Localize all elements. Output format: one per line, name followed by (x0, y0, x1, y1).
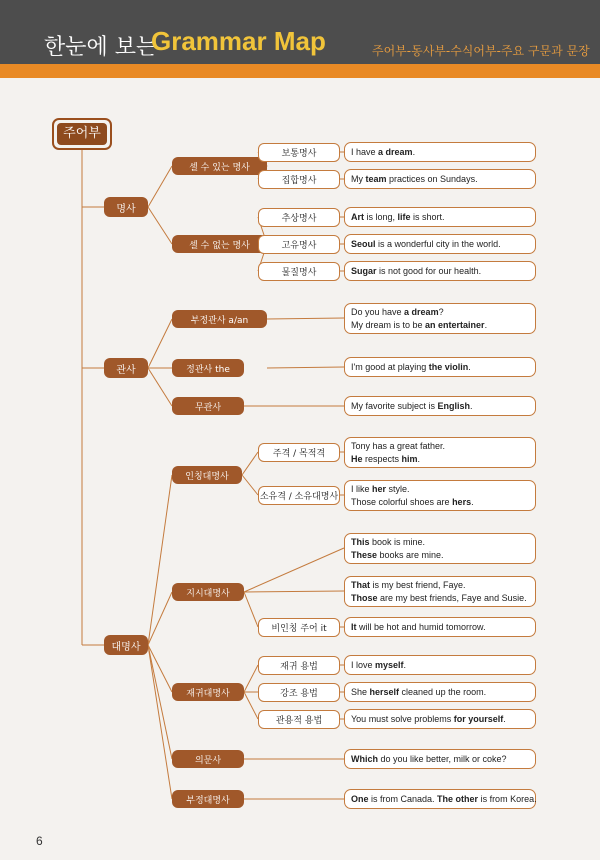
sub-definite-article: 정관사 the (172, 359, 244, 377)
example-line: Do you have a dream? (351, 306, 444, 317)
highlighted-word: Those (351, 592, 378, 603)
highlighted-word: the violin (428, 361, 469, 372)
subtitle: 주어부-동사부-수식어부-주요 구문과 문장 (372, 44, 590, 58)
highlighted-word: an entertainer (425, 319, 485, 330)
category-noun: 명사 (104, 197, 148, 217)
highlighted-word: a dream (404, 306, 439, 317)
example-line: This book is mine. (351, 536, 426, 547)
highlighted-word: hers (452, 496, 472, 507)
highlighted-word: her (372, 483, 387, 494)
type-impersonal-it: 비인칭 주어 it (258, 618, 340, 637)
example-line: Tony has a great father. (351, 440, 446, 451)
highlighted-word: life (397, 211, 411, 222)
sub-reflexive: 재귀대명사 (172, 683, 244, 701)
type-common-noun: 보통명사 (258, 143, 340, 162)
example-line: Art is long, life is short. (351, 211, 445, 222)
example-line: I'm good at playing the violin. (351, 361, 471, 372)
highlighted-word: Seoul (351, 238, 376, 249)
type-abstract-noun: 추상명사 (258, 208, 340, 227)
category-article: 관사 (104, 358, 148, 378)
example-line: Sugar is not good for our health. (351, 265, 482, 276)
example-impersonal-it (344, 617, 536, 637)
type-emphatic-use: 강조 용법 (258, 683, 340, 702)
example-demonstrative-this (344, 533, 536, 564)
example-line: These books are mine. (351, 549, 444, 560)
highlighted-word: He (351, 453, 363, 464)
highlighted-word: It (351, 621, 357, 632)
highlighted-word: myself (375, 659, 404, 670)
type-collective-noun: 집합명사 (258, 170, 340, 189)
example-emphatic-use (344, 682, 536, 702)
sub-demonstrative: 지시대명사 (172, 583, 244, 601)
type-possessive: 소유격 / 소유대명사 (258, 486, 340, 505)
example-line: It will be hot and humid tomorrow. (351, 621, 486, 632)
example-line: My favorite subject is English. (351, 400, 473, 411)
title-english: Grammar Map (151, 26, 326, 56)
type-subject-object: 주격 / 목적격 (258, 443, 340, 462)
highlighted-word: English (437, 400, 471, 411)
highlighted-word: Sugar (351, 265, 377, 276)
sub-indefinite-pronoun: 부정대명사 (172, 790, 244, 808)
category-pronoun: 대명사 (104, 635, 148, 655)
highlighted-word: for yourself (453, 713, 504, 724)
example-line: Seoul is a wonderful city in the world. (351, 238, 501, 249)
sub-interrogative: 의문사 (172, 750, 244, 768)
highlighted-word: him (401, 453, 418, 464)
example-common-noun (344, 142, 536, 162)
example-no-article (344, 396, 536, 416)
example-line: That is my best friend, Faye. (351, 579, 466, 590)
title-korean: 한눈에 보는 (44, 35, 158, 60)
highlighted-word: That (351, 579, 370, 590)
example-line: He respects him. (351, 453, 421, 464)
type-idiomatic-use: 관용적 용법 (258, 710, 340, 729)
highlighted-word: a dream (378, 146, 413, 157)
example-line: One is from Canada. The other is from Korea. (351, 793, 537, 804)
highlighted-word: Art (351, 211, 364, 222)
sub-personal-pronoun: 인칭대명사 (172, 466, 242, 484)
example-line: Those colorful shoes are hers. (351, 496, 474, 507)
example-line: Which do you like better, milk or coke? (351, 753, 507, 764)
example-idiomatic-use (344, 709, 536, 729)
example-line: She herself cleaned up the room. (351, 686, 487, 697)
sub-countable: 셀 수 있는 명사 (172, 157, 267, 175)
example-material-noun (344, 261, 536, 281)
type-material-noun: 물질명사 (258, 262, 340, 281)
example-possessive (344, 480, 536, 511)
example-interrogative (344, 749, 536, 769)
example-demonstrative-that (344, 576, 536, 607)
highlighted-word: team (365, 173, 387, 184)
type-proper-noun: 고유명사 (258, 235, 340, 254)
example-collective-noun (344, 169, 536, 189)
example-proper-noun (344, 234, 536, 254)
example-indefinite-article (344, 303, 536, 334)
highlighted-word: The other (437, 793, 479, 804)
example-abstract-noun (344, 207, 536, 227)
page-number: 6 (36, 834, 43, 848)
root-label: 주어부 (57, 123, 107, 145)
example-definite-article (344, 357, 536, 377)
highlighted-word: One (351, 793, 369, 804)
example-line: I have a dream. (351, 146, 416, 157)
sub-uncountable: 셀 수 없는 명사 (172, 235, 267, 253)
example-line: Those are my best friends, Faye and Susie. (351, 592, 527, 603)
root-node-subject (52, 118, 112, 150)
example-line: You must solve problems for yourself. (351, 713, 506, 724)
example-line: I like her style. (351, 483, 410, 494)
highlighted-word: This (351, 536, 370, 547)
sub-indefinite-article: 부정관사 a/an (172, 310, 267, 328)
example-reflexive-use (344, 655, 536, 675)
example-subject-object (344, 437, 536, 468)
example-line: I love myself. (351, 659, 407, 670)
highlighted-word: Which (351, 753, 378, 764)
example-line: My dream is to be an entertainer. (351, 319, 488, 330)
example-line: My team practices on Sundays. (351, 173, 478, 184)
sub-no-article: 무관사 (172, 397, 244, 415)
type-reflexive-use: 재귀 용법 (258, 656, 340, 675)
example-indefinite-pronoun (344, 789, 536, 809)
highlighted-word: herself (369, 686, 400, 697)
highlighted-word: These (351, 549, 378, 560)
